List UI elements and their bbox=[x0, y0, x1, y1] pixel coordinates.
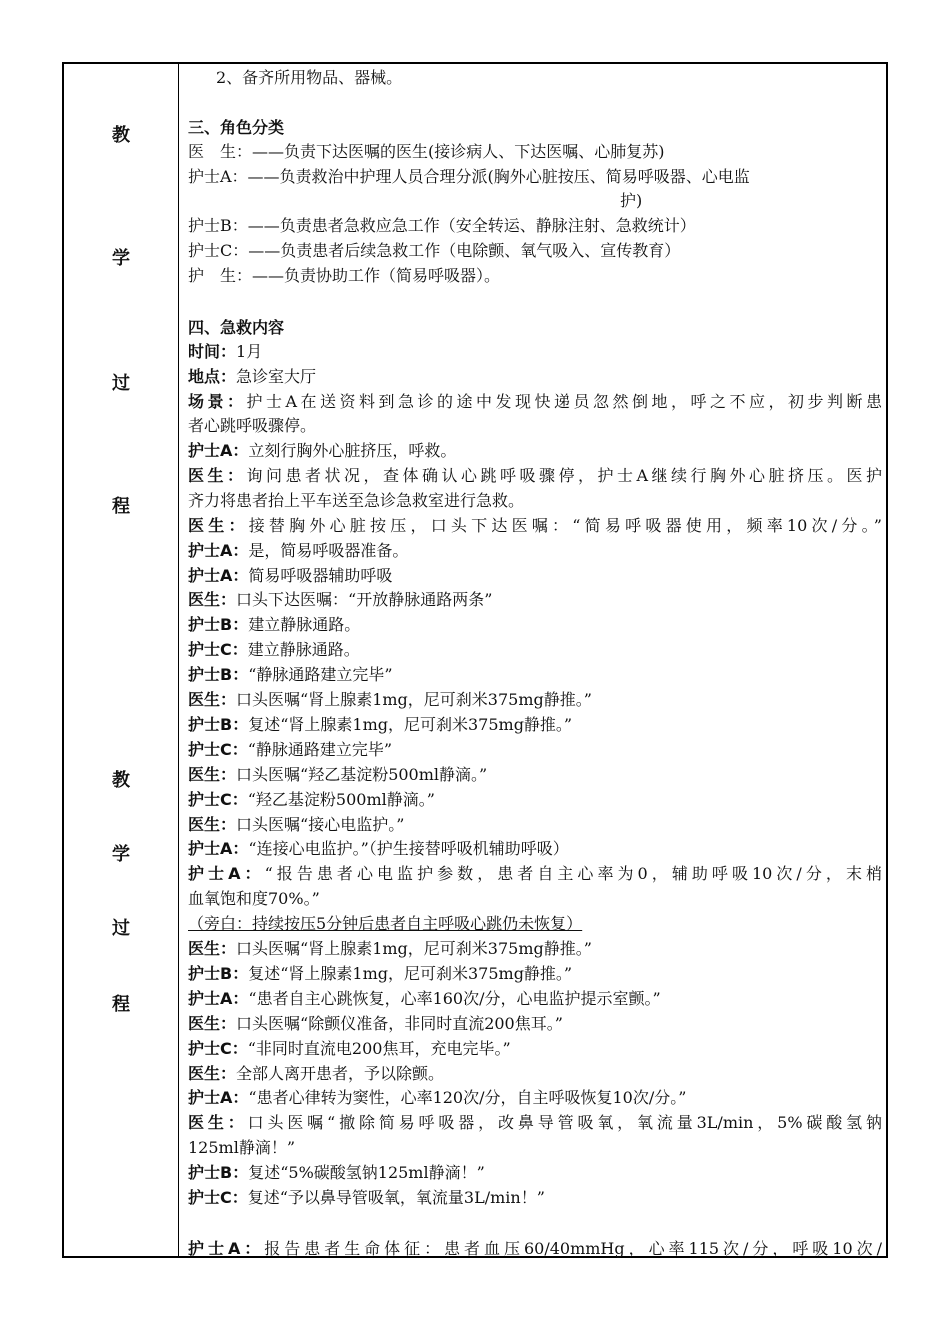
speaker-label: 医生： bbox=[188, 690, 237, 709]
dialogue-line bbox=[188, 1161, 882, 1185]
speaker-label: 护士C： bbox=[188, 739, 248, 759]
role-doctor: 医 生：——负责下达医嘱的医生(接诊病人、下达医嘱、心肺复苏) bbox=[188, 142, 665, 161]
dialogue-line bbox=[188, 564, 882, 588]
scene-text: 护士A在送资料到急诊的途中发现快递员忽然倒地，呼之不应，初步判断患 bbox=[246, 392, 882, 411]
dialogue-text: 报告患者生命体征：患者血压60/40mmHg，心率115次/分，呼吸10次/ bbox=[264, 1239, 882, 1258]
dialogue-line bbox=[188, 1237, 882, 1261]
side-label: 教 bbox=[112, 125, 130, 146]
speaker-label: 护士C： bbox=[188, 640, 248, 660]
role-nurse-c: 护士C：——负责患者后续急救工作（电除颤、氧气吸入、宣传教育） bbox=[188, 241, 681, 260]
dialogue-text: 建立静脉通路。 bbox=[248, 615, 361, 635]
dialogue-line bbox=[188, 987, 882, 1011]
dialogue-line bbox=[188, 514, 882, 538]
dialogue-text: “报告患者心电监护参数，患者自主心率为0，辅助呼吸10次/分，末梢 bbox=[264, 864, 882, 884]
speaker-label: 护士B： bbox=[188, 714, 249, 734]
side-label: 过 bbox=[112, 373, 130, 394]
dialogue-line bbox=[188, 539, 882, 563]
speaker-label: 护士A： bbox=[188, 540, 249, 560]
speaker-label: 医生： bbox=[188, 1113, 248, 1133]
role-nurse-a: 护士A：——负责救治中护理人员合理分派(胸外心脏按压、简易呼吸器、心电监 bbox=[188, 167, 750, 186]
speaker-label: 护士A： bbox=[188, 839, 249, 859]
speaker-label: 护士B： bbox=[188, 963, 249, 983]
dialogue-line bbox=[188, 638, 882, 662]
side-label: 程 bbox=[112, 496, 130, 517]
dialogue-text: “羟乙基淀粉500ml静滴。” bbox=[247, 789, 435, 809]
dialogue-line bbox=[188, 813, 882, 837]
speaker-label: 护士A： bbox=[188, 864, 265, 884]
dialogue-line bbox=[188, 937, 882, 961]
rescue-heading: 四、急救内容 bbox=[188, 318, 285, 337]
speaker-label: 护士B： bbox=[188, 665, 249, 685]
speaker-label: 护士A： bbox=[188, 1088, 249, 1108]
dialogue-line bbox=[188, 663, 882, 687]
dialogue-line bbox=[188, 489, 882, 513]
dialogue-line bbox=[188, 1012, 882, 1036]
dialogue-line bbox=[188, 1136, 882, 1160]
dialogue-text: “非同时直流电200焦耳，充电完毕。” bbox=[247, 1038, 511, 1058]
speaker-label: 护士A： bbox=[188, 441, 249, 460]
speaker-label: 医生： bbox=[188, 1063, 237, 1083]
dialogue-text: 口头医嘱“接心电监护。” bbox=[236, 814, 405, 834]
scene-text-cont: 者心跳呼吸骤停。 bbox=[188, 416, 317, 435]
time-label: 时间： bbox=[188, 342, 237, 361]
dialogue-line bbox=[188, 962, 882, 986]
speaker-label: 护士A： bbox=[188, 1239, 265, 1258]
dialogue-text: 立刻行胸外心脏挤压，呼救。 bbox=[248, 441, 457, 460]
place-line bbox=[188, 365, 882, 389]
dialogue-text: 口头医嘱“肾上腺素1mg，尼可刹米375mg静推。” bbox=[236, 690, 592, 709]
time-line bbox=[188, 340, 882, 364]
side-label: 过 bbox=[112, 918, 130, 939]
dialogue-text: 125ml静滴！” bbox=[188, 1138, 296, 1158]
time-value: 1月 bbox=[236, 342, 263, 361]
dialogue-text: “静脉通路建立完毕” bbox=[247, 739, 393, 759]
dialogue-line bbox=[188, 1037, 882, 1061]
dialogue-line bbox=[188, 763, 882, 787]
side-label: 教 bbox=[112, 770, 130, 791]
side-label: 程 bbox=[112, 994, 130, 1015]
scene-label: 场景： bbox=[188, 392, 247, 411]
side-label: 学 bbox=[112, 844, 130, 865]
dialogue-text: 是，简易呼吸器准备。 bbox=[248, 540, 409, 560]
dialogue-line bbox=[188, 837, 882, 861]
dialogue-line bbox=[188, 912, 882, 936]
dialogue-line bbox=[188, 1186, 882, 1210]
dialogue-text: 口头医嘱“羟乙基淀粉500ml静滴。” bbox=[236, 764, 488, 784]
dialogue-text: 接替胸外心脏按压，口头下达医嘱：“简易呼吸器使用，频率10次/分。” bbox=[248, 515, 882, 535]
dialogue-text: 简易呼吸器辅助呼吸 bbox=[248, 565, 393, 585]
dialogue-line bbox=[188, 464, 882, 488]
dialogue-text: 复述“予以鼻导管吸氧，氧流量3L/min！” bbox=[247, 1188, 545, 1207]
speaker-label: 护士C： bbox=[188, 1188, 248, 1207]
dialogue-text: 复述“肾上腺素1mg，尼可刹米375mg静推。” bbox=[248, 963, 573, 983]
dialogue-line bbox=[188, 588, 882, 612]
speaker-label: 医生： bbox=[188, 515, 249, 535]
dialogue-line bbox=[188, 1111, 882, 1135]
dialogue-line bbox=[188, 713, 882, 737]
narration-text: （旁白：持续按压5分钟后患者自主呼吸心跳仍未恢复） bbox=[188, 914, 583, 934]
dialogue-text: 口头下达医嘱：“开放静脉通路两条” bbox=[236, 590, 493, 610]
dialogue-text: 血氧饱和度70%。” bbox=[188, 889, 320, 909]
dialogue-line bbox=[188, 1062, 882, 1086]
speaker-label: 护士C： bbox=[188, 789, 248, 809]
dialogue-text: “连接心电监护。”（护生接替呼吸机辅助呼吸） bbox=[248, 839, 569, 859]
speaker-label: 护士A： bbox=[188, 565, 249, 585]
dialogue-line bbox=[188, 788, 882, 812]
dialogue-text: 复述“肾上腺素1mg，尼可刹米375mg静推。” bbox=[248, 714, 573, 734]
speaker-label: 医生： bbox=[188, 465, 247, 485]
role-nurse-b: 护士B：——负责患者急救应急工作（安全转运、静脉注射、急救统计） bbox=[188, 216, 696, 235]
speaker-label: 医生： bbox=[188, 764, 237, 784]
dialogue-text: 口头医嘱“肾上腺素1mg，尼可刹米375mg静推。” bbox=[236, 939, 592, 958]
role-nurse-a-cont: 护) bbox=[620, 191, 643, 210]
dialogue-line bbox=[188, 1086, 882, 1110]
dialogue-line bbox=[188, 439, 882, 463]
place-label: 地点： bbox=[188, 367, 237, 386]
dialogue-text: 建立静脉通路。 bbox=[247, 640, 360, 660]
dialogue-line bbox=[188, 862, 882, 886]
speaker-label: 护士B： bbox=[188, 615, 249, 635]
side-label: 学 bbox=[112, 248, 130, 269]
roles-heading: 三、角色分类 bbox=[188, 118, 285, 137]
speaker-label: 护士C： bbox=[188, 1038, 248, 1058]
dialogue-text: “患者心律转为窦性，心率120次/分，自主呼吸恢复10次/分。” bbox=[248, 1088, 687, 1108]
dialogue-text: 口头医嘱“除颤仪准备，非同时直流200焦耳。” bbox=[236, 1013, 563, 1033]
dialogue-text: “患者自主心跳恢复，心率160次/分，心电监护提示室颤。” bbox=[248, 988, 661, 1008]
dialogue-line bbox=[188, 887, 882, 911]
speaker-label: 医生： bbox=[188, 814, 237, 834]
speaker-label: 医生： bbox=[188, 590, 237, 610]
speaker-label: 医生： bbox=[188, 1013, 237, 1033]
dialogue-text: “静脉通路建立完毕” bbox=[248, 665, 393, 685]
place-value: 急诊室大厅 bbox=[236, 367, 317, 386]
dialogue-text: 齐力将患者抬上平车送至急诊急救室进行急救。 bbox=[188, 490, 525, 510]
speaker-label: 护士B： bbox=[188, 1163, 249, 1183]
dialogue-text: 全部人离开患者，予以除颤。 bbox=[236, 1063, 445, 1083]
lesson-table bbox=[62, 62, 888, 1258]
role-student-nurse: 护 生：——负责协助工作（简易呼吸器）。 bbox=[188, 266, 501, 285]
dialogue-text: 口头医嘱“撤除简易呼吸器，改鼻导管吸氧，氧流量3L/min，5%碳酸氢钠 bbox=[247, 1113, 882, 1133]
speaker-label: 护士A： bbox=[188, 988, 249, 1008]
column-divider bbox=[178, 64, 179, 1256]
dialogue-text: 复述“5%碳酸氢钠125ml静滴！” bbox=[248, 1163, 485, 1183]
dialogue-text: 询问患者状况，查体确认心跳呼吸骤停，护士A继续行胸外心脏挤压。医护 bbox=[246, 465, 882, 485]
dialogue-line bbox=[188, 688, 882, 712]
dialogue-line bbox=[188, 738, 882, 762]
dialogue-line bbox=[188, 613, 882, 637]
prep-item: 2、备齐所用物品、器械。 bbox=[216, 68, 403, 87]
scene-line bbox=[188, 390, 882, 414]
speaker-label: 医生： bbox=[188, 939, 237, 958]
